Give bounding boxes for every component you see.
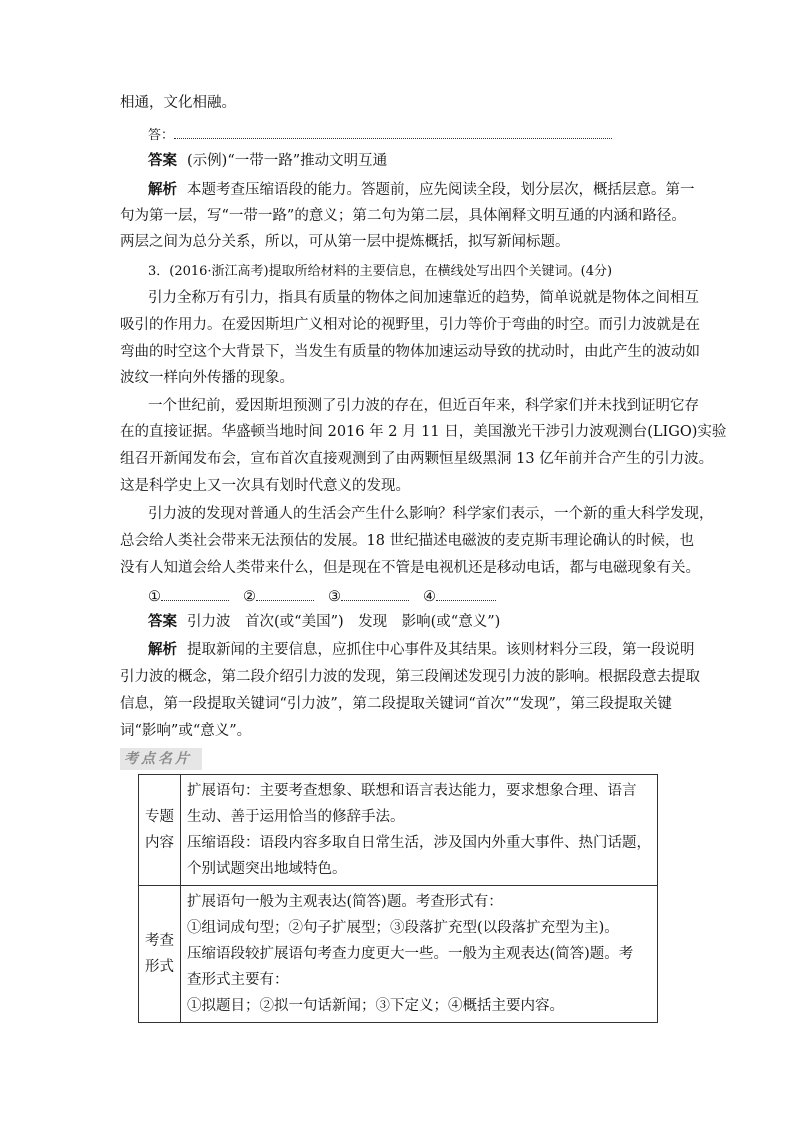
answer-prompt-label: 答： <box>148 128 175 143</box>
section-tag: 考点名片 <box>120 748 202 770</box>
answer-3-line <box>148 612 500 632</box>
text-line: 句为第一层，写“一带一路”的意义；第二句为第二层，具体阐释文明互通的内涵和路径。 <box>120 208 686 224</box>
row-header-text: 形式 <box>145 959 174 975</box>
row-header-content <box>139 775 181 886</box>
answer-prompt-line <box>148 124 612 146</box>
answer-text: 引力波 首次(或“美国”) 发现 影响(或“意义”) <box>187 614 501 630</box>
passage-line: 没有人知道会给人类带来什么，但是现在不管是电视机还是移动电话，都与电磁现象有关。 <box>120 560 700 576</box>
passage-line: 吸引的作用力。在爱因斯坦广义相对论的视野里，引力等价于弯曲的时空。而引力波就是在 <box>120 317 700 333</box>
row-body-content <box>181 775 658 886</box>
cell-line: 压缩语段：语段内容多取自日常生活，涉及国内外重大事件、热门话题， <box>187 835 651 851</box>
blank-4-label: ④ <box>423 589 436 605</box>
passage-line: 总会给人类社会带来无法预估的发展。18 世纪描述电磁波的麦克斯韦理论确认的时候，也 <box>120 533 695 549</box>
blank-1-label: ① <box>148 589 161 605</box>
key-points-table <box>138 774 658 1023</box>
answer-line <box>148 151 387 171</box>
answer-label: 答案 <box>148 153 177 169</box>
text-line: 引力波的概念，第二段介绍引力波的发现，第三段阐述发现引力波的影响。根据段意去提取 <box>120 669 700 685</box>
passage-line: 组召开新闻发布会，宣布首次直接观测到了由两颗恒星级黑洞 13 亿年前并合产生的引力波。 <box>120 451 714 467</box>
table-row <box>139 886 658 1023</box>
row-header-text: 专题 <box>145 809 174 825</box>
keyword-blank-4[interactable] <box>436 586 496 601</box>
answer-blank[interactable] <box>174 124 612 139</box>
blank-3-label: ③ <box>328 589 341 605</box>
analysis-3-line <box>148 640 695 660</box>
keyword-blanks <box>148 586 496 607</box>
cell-line: 个别试题突出地域特色。 <box>187 861 347 877</box>
passage-line: 这是科学史上又一次具有划时代意义的发现。 <box>120 478 410 494</box>
row-header-text: 考查 <box>145 933 174 949</box>
cell-line: 查形式主要有： <box>187 972 289 988</box>
cell-line: ①拟题目；②拟一句话新闻；③下定义；④概括主要内容。 <box>187 998 564 1014</box>
analysis-text: 本题考查压缩语段的能力。答题前，应先阅读全段，划分层次，概括层意。第一 <box>187 182 695 198</box>
row-header-form <box>139 886 181 1023</box>
answer-text: (示例)“一带一路”推动文明互通 <box>187 153 388 169</box>
passage-line: 在的直接证据。华盛顿当地时间 2016 年 2 月 11 日，美国激光干涉引力波观测台(LIGO)实验 <box>120 424 727 440</box>
answer-label: 答案 <box>148 614 177 630</box>
analysis-label: 解析 <box>148 642 177 658</box>
analysis-text: 提取新闻的主要信息，应抓住中心事件及其结果。该则材料分三段，第一段说明 <box>187 642 695 658</box>
text-line: 两层之间为总分关系，所以，可从第一层中提炼概括，拟写新闻标题。 <box>120 234 570 250</box>
cell-line: 扩展语句一般为主观表达(简答)题。考查形式有： <box>187 894 503 910</box>
passage-line: 弯曲的时空这个大背景下，当发生有质量的物体加速运动导致的扰动时，由此产生的波动如 <box>120 344 700 360</box>
row-body-form <box>181 886 658 1023</box>
passage-line: 引力波的发现对普通人的生活会产生什么影响？科学家们表示，一个新的重大科学发现， <box>148 506 714 522</box>
analysis-line <box>148 180 695 200</box>
text-line: 信息，第一段提取关键词“引力波”，第二段提取关键词“首次”“发现”，第三段提取关键 <box>120 696 672 712</box>
passage-line: 引力全称万有引力，指具有质量的物体之间加速靠近的趋势，简单说就是物体之间相互 <box>148 290 699 306</box>
cell-line: ①组词成句型；②句子扩展型；③段落扩充型(以段落扩充型为主)。 <box>187 920 619 936</box>
text-line: 相通，文化相融。 <box>120 95 236 111</box>
cell-line: 扩展语句：主要考查想象、联想和语言表达能力，要求想象合理、语言 <box>187 783 637 799</box>
keyword-blank-1[interactable] <box>161 586 229 601</box>
table-row <box>139 775 658 886</box>
passage-line: 波纹一样向外传播的现象。 <box>120 370 294 386</box>
blank-2-label: ② <box>243 589 256 605</box>
question-3: 3．(2016·浙江高考)提取所给材料的主要信息，在横线处写出四个关键词。(4分) <box>148 264 613 279</box>
keyword-blank-3[interactable] <box>341 586 409 601</box>
passage-line: 一个世纪前，爱因斯坦预测了引力波的存在，但近百年来，科学家们并未找到证明它存 <box>148 398 699 414</box>
cell-line: 生动、善于运用恰当的修辞手法。 <box>187 809 405 825</box>
keyword-blank-2[interactable] <box>256 586 314 601</box>
text-line: 词“影响”或“意义”。 <box>120 723 252 739</box>
row-header-text: 内容 <box>145 835 174 851</box>
analysis-label: 解析 <box>148 182 177 198</box>
cell-line: 压缩语段较扩展语句考查力度更大一些。一般为主观表达(简答)题。考 <box>187 946 634 962</box>
